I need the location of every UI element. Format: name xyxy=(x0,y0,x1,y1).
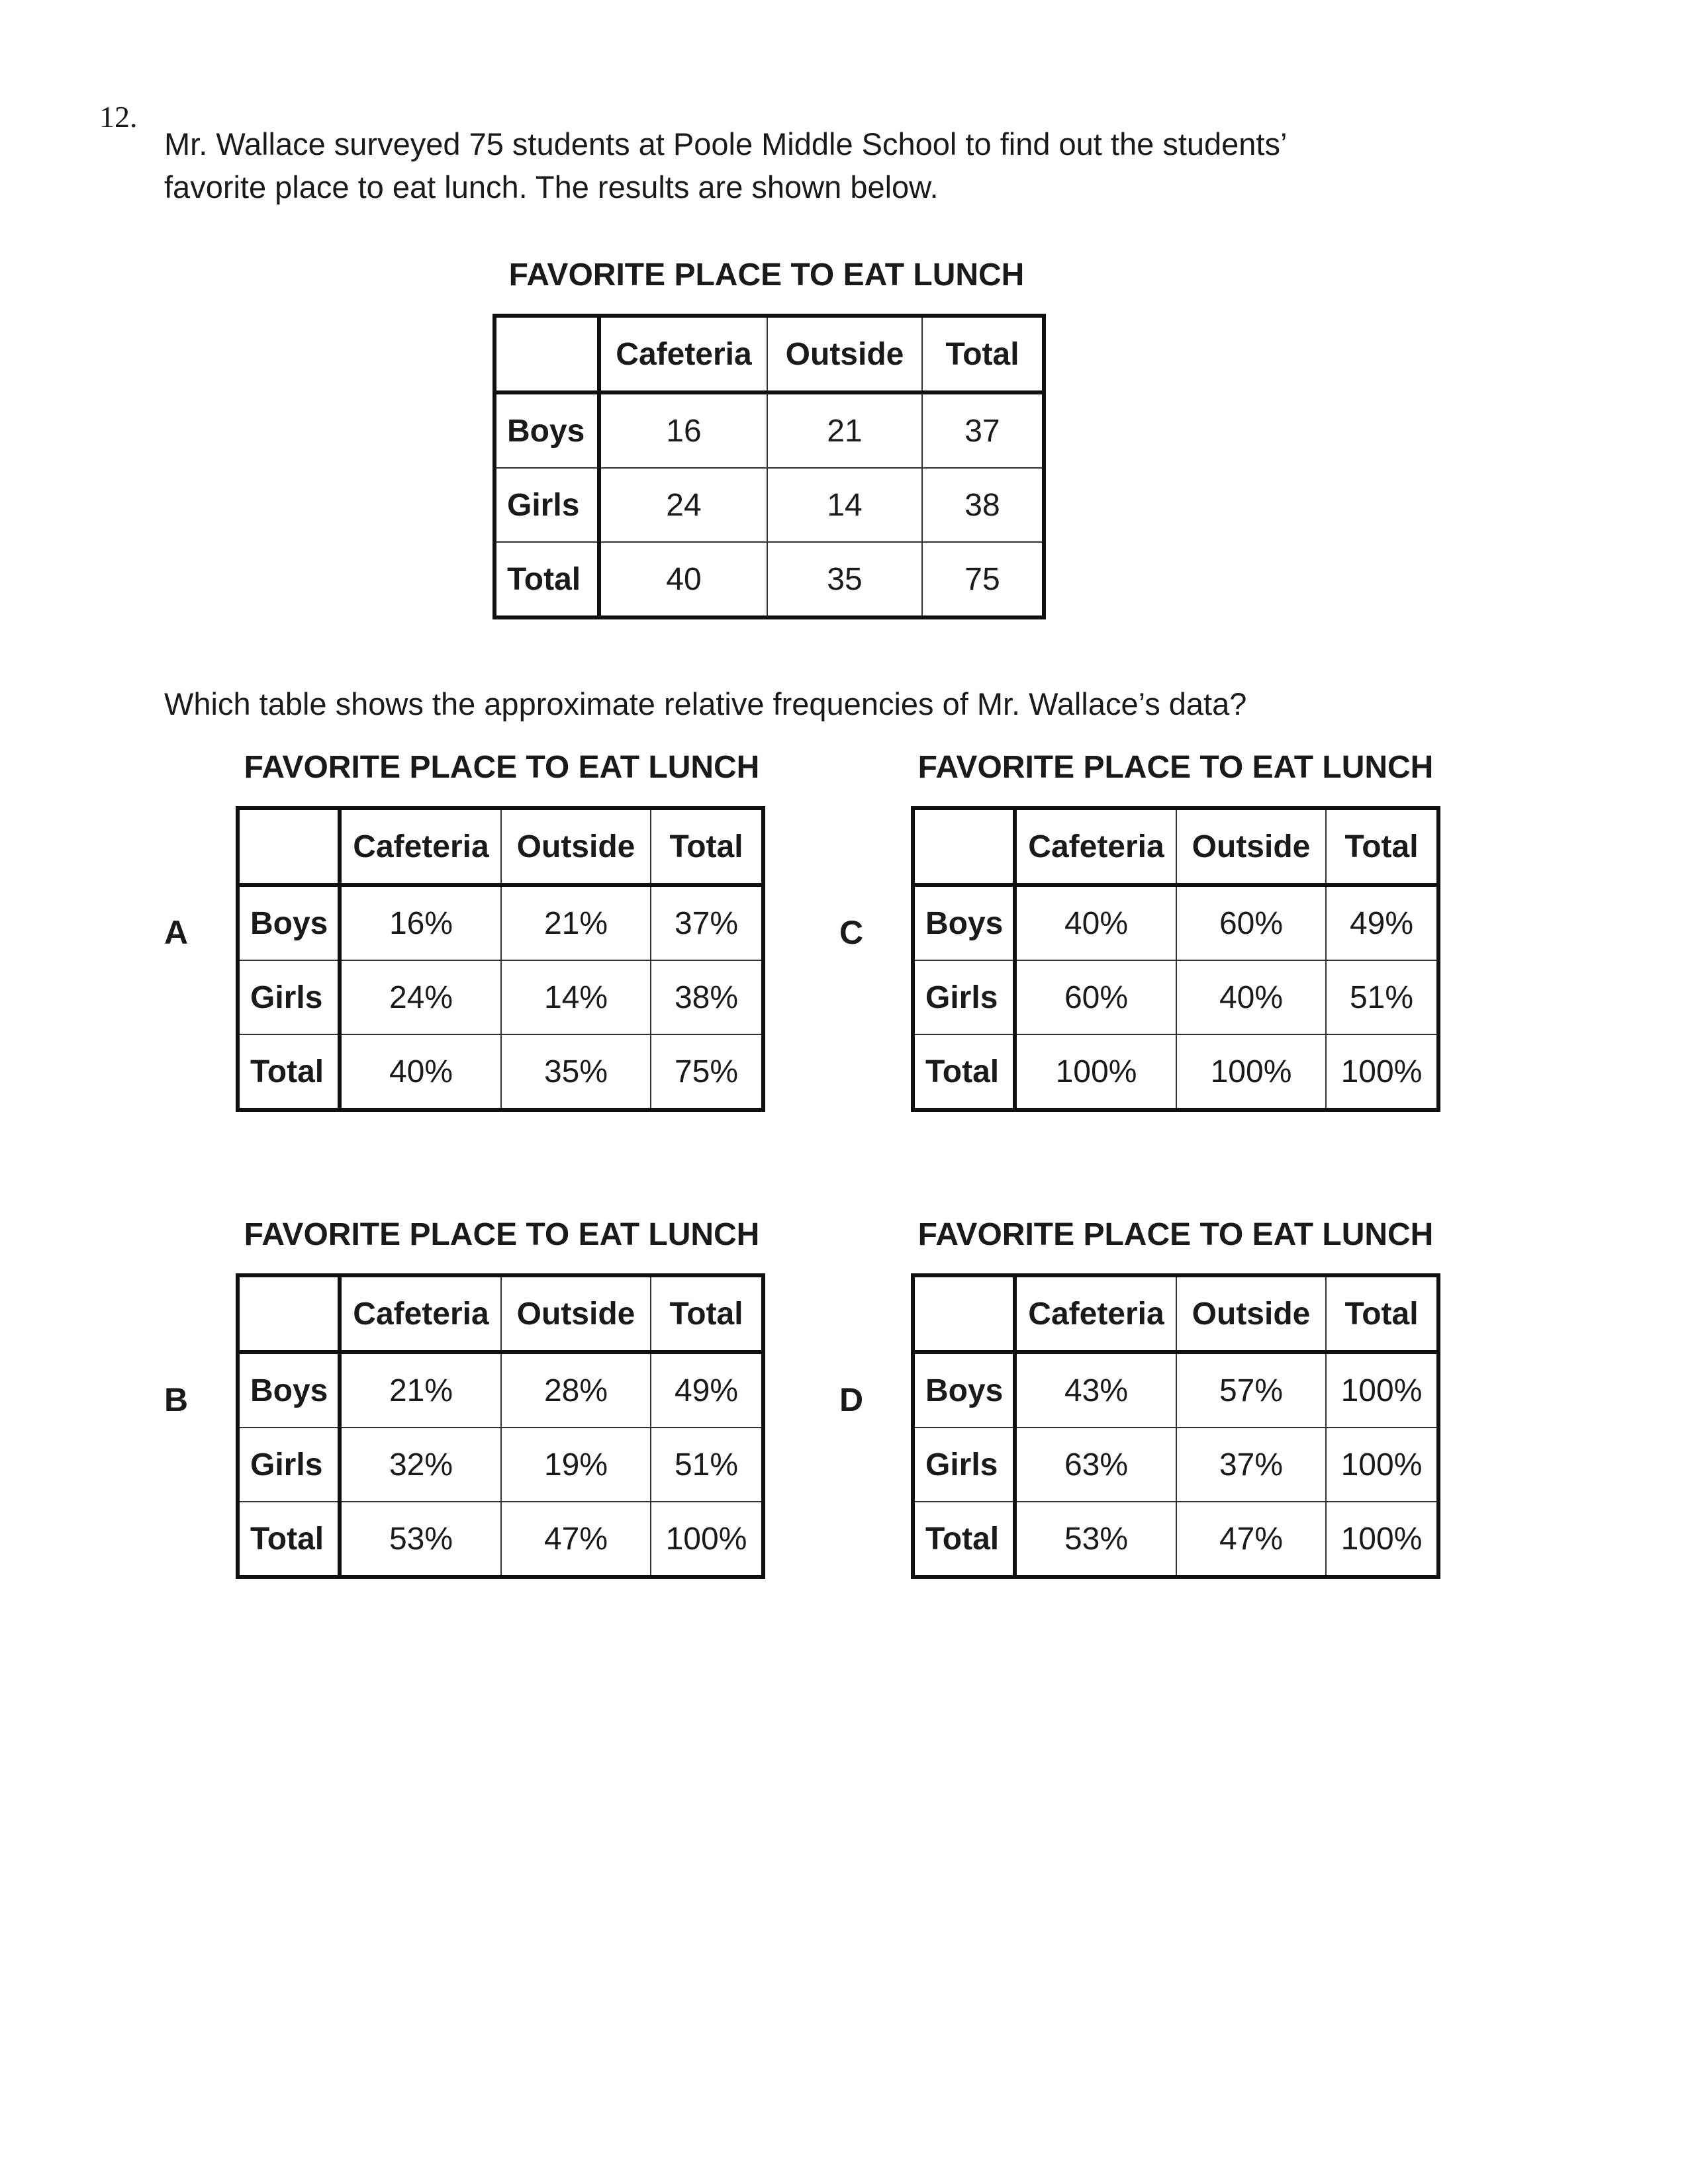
choice-d-letter[interactable]: D xyxy=(839,1381,864,1418)
choice-a-table xyxy=(236,806,765,1112)
choice-d-row-label: Girls xyxy=(913,1428,1015,1502)
choice-a-cell: 14% xyxy=(501,960,651,1034)
choice-b-cell: 49% xyxy=(651,1352,763,1428)
choice-b-cell: 47% xyxy=(501,1502,651,1577)
choice-d-row-boys xyxy=(913,1352,1438,1428)
choice-d-cell: 63% xyxy=(1015,1428,1176,1502)
main-corner-cell xyxy=(494,316,599,392)
choice-b-table xyxy=(236,1273,765,1579)
main-cell: 35 xyxy=(767,542,922,617)
choice-b-row-boys xyxy=(238,1352,763,1428)
choice-d-cell: 57% xyxy=(1176,1352,1326,1428)
question-text: Which table shows the approximate relative frequencies of Mr. Wallace’s data? xyxy=(164,686,1247,721)
choice-a-row-label: Boys xyxy=(238,885,340,960)
choice-d-cell: 53% xyxy=(1015,1502,1176,1577)
question-stem xyxy=(164,122,1488,208)
choice-b-row-label: Total xyxy=(238,1502,340,1577)
choice-c-col-cafeteria: Cafeteria xyxy=(1015,808,1176,885)
choice-c-cell: 60% xyxy=(1176,885,1326,960)
choice-b-col-outside: Outside xyxy=(501,1275,651,1352)
choice-a-cell: 75% xyxy=(651,1034,763,1110)
choice-b-header-row xyxy=(238,1275,763,1352)
choice-c-cell: 100% xyxy=(1176,1034,1326,1110)
choice-d-cell: 100% xyxy=(1326,1428,1438,1502)
choice-c-title: FAVORITE PLACE TO EAT LUNCH xyxy=(917,750,1434,785)
choice-c-cell: 40% xyxy=(1176,960,1326,1034)
choice-c-letter[interactable]: C xyxy=(839,914,864,951)
choice-b-cell: 51% xyxy=(651,1428,763,1502)
choice-c-table xyxy=(911,806,1440,1112)
main-table-title: FAVORITE PLACE TO EAT LUNCH xyxy=(508,257,1025,293)
choice-d-cell: 37% xyxy=(1176,1428,1326,1502)
main-header-row xyxy=(494,316,1044,392)
choice-a-row-girls xyxy=(238,960,763,1034)
main-cell: 37 xyxy=(922,392,1044,468)
main-cell: 75 xyxy=(922,542,1044,617)
main-col-outside: Outside xyxy=(767,316,922,392)
choice-a-cell: 37% xyxy=(651,885,763,960)
choice-b-col-total: Total xyxy=(651,1275,763,1352)
choice-d-header-row xyxy=(913,1275,1438,1352)
choice-d-cell: 43% xyxy=(1015,1352,1176,1428)
choice-b-col-cafeteria: Cafeteria xyxy=(340,1275,501,1352)
choice-d-row-girls xyxy=(913,1428,1438,1502)
choice-d-corner-cell xyxy=(913,1275,1015,1352)
choice-c-corner-cell xyxy=(913,808,1015,885)
choice-a-cell: 38% xyxy=(651,960,763,1034)
choice-c-row-label: Boys xyxy=(913,885,1015,960)
choice-b-cell: 32% xyxy=(340,1428,501,1502)
choice-a-row-total xyxy=(238,1034,763,1110)
choice-b-letter[interactable]: B xyxy=(164,1381,189,1418)
stem-line-1: Mr. Wallace surveyed 75 students at Poole Middle School to find out the students’ xyxy=(164,126,1288,161)
choice-d-cell: 47% xyxy=(1176,1502,1326,1577)
choice-c-row-label: Girls xyxy=(913,960,1015,1034)
main-cell: 14 xyxy=(767,468,922,542)
choice-a-letter[interactable]: A xyxy=(164,914,189,951)
choice-a-cell: 24% xyxy=(340,960,501,1034)
choice-a-row-boys xyxy=(238,885,763,960)
choice-c-row-boys xyxy=(913,885,1438,960)
choice-c-row-girls xyxy=(913,960,1438,1034)
choice-d-row-total xyxy=(913,1502,1438,1577)
choice-c-row-label: Total xyxy=(913,1034,1015,1110)
main-row-girls xyxy=(494,468,1044,542)
choice-c-header-row xyxy=(913,808,1438,885)
choice-a-corner-cell xyxy=(238,808,340,885)
choice-a-cell: 35% xyxy=(501,1034,651,1110)
choice-c-cell: 60% xyxy=(1015,960,1176,1034)
choice-c-cell: 49% xyxy=(1326,885,1438,960)
choice-d-row-label: Total xyxy=(913,1502,1015,1577)
choice-c-cell: 40% xyxy=(1015,885,1176,960)
choice-a-row-label: Girls xyxy=(238,960,340,1034)
choice-a-cell: 40% xyxy=(340,1034,501,1110)
choice-b-row-girls xyxy=(238,1428,763,1502)
choice-a-col-outside: Outside xyxy=(501,808,651,885)
main-cell: 16 xyxy=(599,392,767,468)
choice-b-title: FAVORITE PLACE TO EAT LUNCH xyxy=(244,1217,760,1252)
choice-c-cell: 51% xyxy=(1326,960,1438,1034)
choice-b-cell: 53% xyxy=(340,1502,501,1577)
question-number: 12. xyxy=(99,100,138,134)
stem-line-2: favorite place to eat lunch. The results are shown below. xyxy=(164,169,939,205)
main-col-total: Total xyxy=(922,316,1044,392)
main-col-cafeteria: Cafeteria xyxy=(599,316,767,392)
choice-a-col-cafeteria: Cafeteria xyxy=(340,808,501,885)
main-row-label: Total xyxy=(494,542,599,617)
main-row-label: Girls xyxy=(494,468,599,542)
choice-b-row-total xyxy=(238,1502,763,1577)
main-cell: 40 xyxy=(599,542,767,617)
main-row-label: Boys xyxy=(494,392,599,468)
main-row-total xyxy=(494,542,1044,617)
choice-c-row-total xyxy=(913,1034,1438,1110)
choice-c-cell: 100% xyxy=(1015,1034,1176,1110)
choice-a-cell: 16% xyxy=(340,885,501,960)
choice-d-cell: 100% xyxy=(1326,1352,1438,1428)
choice-d-row-label: Boys xyxy=(913,1352,1015,1428)
choice-d-cell: 100% xyxy=(1326,1502,1438,1577)
choice-d-col-outside: Outside xyxy=(1176,1275,1326,1352)
choice-d-col-cafeteria: Cafeteria xyxy=(1015,1275,1176,1352)
choice-b-row-label: Girls xyxy=(238,1428,340,1502)
main-table xyxy=(492,314,1046,619)
main-cell: 24 xyxy=(599,468,767,542)
choice-b-corner-cell xyxy=(238,1275,340,1352)
choice-b-row-label: Boys xyxy=(238,1352,340,1428)
choice-a-row-label: Total xyxy=(238,1034,340,1110)
choice-b-cell: 21% xyxy=(340,1352,501,1428)
main-cell: 21 xyxy=(767,392,922,468)
main-cell: 38 xyxy=(922,468,1044,542)
choice-a-header-row xyxy=(238,808,763,885)
choice-d-table xyxy=(911,1273,1440,1579)
choice-d-title: FAVORITE PLACE TO EAT LUNCH xyxy=(917,1217,1434,1252)
choice-a-title: FAVORITE PLACE TO EAT LUNCH xyxy=(244,750,760,785)
choice-a-cell: 21% xyxy=(501,885,651,960)
choice-c-col-total: Total xyxy=(1326,808,1438,885)
choice-c-cell: 100% xyxy=(1326,1034,1438,1110)
choice-d-col-total: Total xyxy=(1326,1275,1438,1352)
choice-c-col-outside: Outside xyxy=(1176,808,1326,885)
choice-b-cell: 19% xyxy=(501,1428,651,1502)
choice-a-col-total: Total xyxy=(651,808,763,885)
choice-b-cell: 100% xyxy=(651,1502,763,1577)
choice-b-cell: 28% xyxy=(501,1352,651,1428)
main-row-boys xyxy=(494,392,1044,468)
